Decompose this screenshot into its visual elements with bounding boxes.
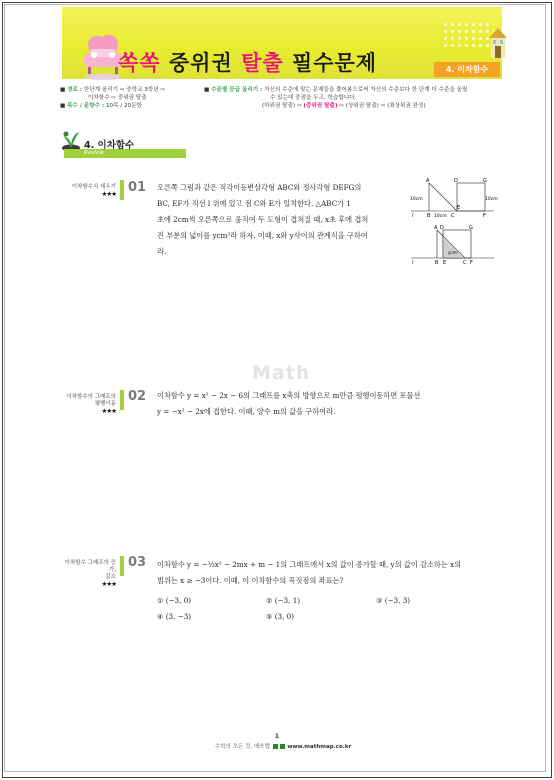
footer-square-icon [273,744,278,749]
problem-1-label: 이차함수식 세우기 ★★★ [60,184,116,198]
svg-text:G: G [469,225,473,231]
page-title: 쏙쏙 중위권 탈출 필수문제 [118,51,378,75]
svg-text:E: E [457,205,461,211]
svg-text:F: F [470,260,473,266]
svg-text:l: l [412,213,414,219]
problem-1-number: 01 [128,180,147,195]
svg-text:D: D [440,225,444,231]
difficulty-stars: ★★★ [101,580,116,588]
watermark: Math [252,362,311,384]
svg-text:A: A [434,225,438,231]
problem-2-text: 이차함수 y = x² − 2x − 6의 그래프를 x축의 방향으로 m만큼 평행이동하면 포물선 y = −x² − 2x에 접한다. 이때, 양수 m의 값을 구하여라. [157,391,421,416]
footer-site-link: www.mathmap.co.kr [287,744,352,750]
section-title: 4. 이차함수 [84,140,135,151]
problem-1-text: 오른쪽 그림과 같은 직각이등변삼각형 ABC와 정사각형 DEFG의 BC, EF가 직선 l 위에 있고 점 C와 E가 일치한다. △ABC가 1 초에 2cm씩 오른쪽으로 움직여 두 도형이 겹쳐질 때, x초 후에 겹쳐 진 부분의 넓이를 ycm²라 하자. 이때, x와 y사이의 관계식을 구하여 라. [157,183,369,256]
problem-3-label: 이차함수 그래프의 증가, 감소 ★★★ [60,560,116,588]
svg-text:E: E [443,260,447,266]
svg-text:A: A [426,178,430,184]
choice-1: ① (−3, 0) [157,596,192,605]
choice-2: ② (−3, 1) [266,596,301,605]
svg-text:G: G [483,178,487,184]
problem-2-bar [120,390,124,410]
choice-5: ⑤ (3, 0) [266,612,295,621]
choice-4: ④ (3, −3) [157,612,192,621]
tower-illustration-icon [488,28,508,60]
problem-3-number: 03 [128,555,147,570]
info-level: ■ 수준별 등급 올리기 : 자신의 수준에 맞는 문제들을 풀어봄으로써 자신의 수준보다 한 단계 더 수준을 올릴 수 있는데 중점을 두고, 학습합니다. (하위권 탈출) ⇨ (중위권 탈출) ⇨ (상위권 탈출) ⇨ (최상위권 완성) [204,87,468,109]
choice-3: ③ (−3, 3) [376,596,411,605]
footer-square-icon [280,744,285,749]
svg-text:ycm²: ycm² [448,250,459,255]
problem-3-text: 이차함수 y = −⅓x² − 2mx + m − 1의 그래프에서 x의 값이 증가할 때, y의 값이 감소하는 x의 범위는 x ≥ −3이다. 이때, 이 이차함수의 꼭짓점의 좌표는? [157,560,462,585]
header-banner [62,7,502,79]
chapter-tag: 4. 이차함수 [434,62,500,77]
footer: 수학의 모든 것, 매쓰맵 www.mathmap.co.kr [215,744,352,750]
svg-text:B: B [427,213,431,219]
svg-text:C: C [463,260,467,266]
problem-2-label: 이차함수의 그래프의 평행이동 ★★★ [60,394,116,415]
problem-3-bar [120,556,124,576]
page-number: 1 [274,733,280,740]
svg-text:D: D [454,178,458,184]
difficulty-stars: ★★★ [101,190,116,198]
svg-text:10cm: 10cm [485,197,498,202]
info-path: ■ 경로 : 한단계 올리기 ⇨ 중학교 3학년 ⇨ 이차함수 ⇨ 중위권 탈출 ■ 목수 / 문항수 : 10목 / 20문항 [60,87,166,109]
svg-text:B: B [435,260,439,266]
problem-1-figure [410,178,496,264]
svg-text:10cm: 10cm [410,197,423,202]
section-subtitle: Review [84,150,104,156]
svg-text:C: C [451,213,455,219]
banner-dot-pattern [442,21,494,51]
svg-text:F: F [483,213,486,219]
problem-1-bar [120,180,124,200]
svg-text:l: l [412,260,414,266]
difficulty-stars: ★★★ [101,407,116,415]
svg-text:10cm: 10cm [434,214,447,219]
problem-2-number: 02 [128,389,147,404]
